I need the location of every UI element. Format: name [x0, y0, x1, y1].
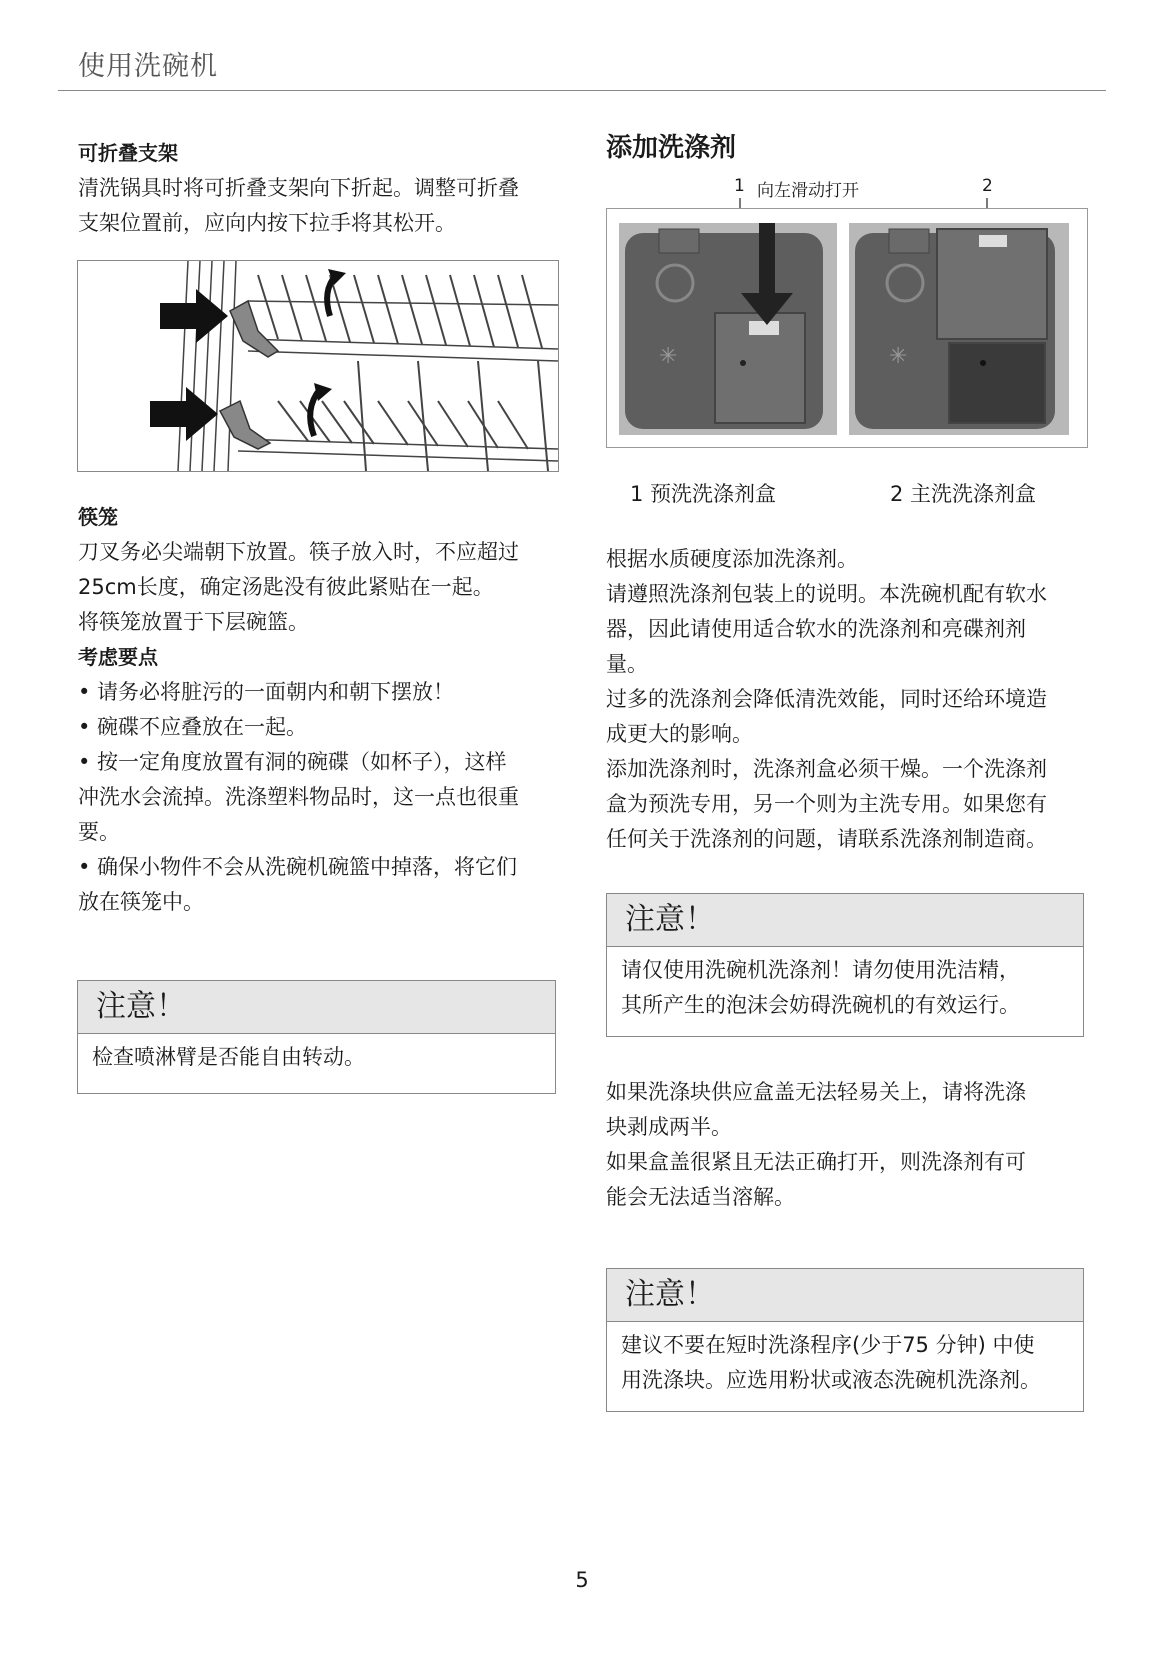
detergent-paragraph-2	[606, 1075, 1096, 1215]
right-note-2-line: 建议不要在短时洗涤程序(少于75 分钟) 中使	[621, 1333, 1035, 1357]
detergent-line: 根据水质硬度添加洗涤剂。	[606, 547, 858, 571]
dispenser-photo-frame	[606, 208, 1088, 448]
left-column-lower	[78, 500, 558, 920]
caption-prewash: 1 预洗洗涤剂盒	[630, 482, 777, 506]
basket-line: 刀叉务必尖端朝下放置。筷子放入时，不应超过	[78, 540, 519, 564]
dispenser-photo-closed	[619, 223, 837, 435]
considerations-line: 要。	[78, 820, 120, 844]
left-note-body	[78, 1034, 555, 1079]
basket-heading: 筷笼	[78, 505, 118, 529]
detergent-line: 能会无法适当溶解。	[606, 1185, 795, 1209]
page-number: 5	[575, 1568, 589, 1592]
folding-rack-line: 支架位置前，应向内按下拉手将其松开。	[78, 211, 456, 235]
considerations-line: 冲洗水会流掉。洗涤塑料物品时，这一点也很重	[78, 785, 519, 809]
left-note-line: 检查喷淋臂是否能自由转动。	[92, 1045, 365, 1069]
detergent-line: 量。	[606, 652, 648, 676]
left-note-box	[77, 980, 556, 1094]
callout-2-number: 2	[982, 176, 993, 196]
considerations-line: • 确保小物件不会从洗碗机碗篮中掉落，将它们	[78, 855, 518, 879]
detergent-line: 添加洗涤剂时，洗涤剂盒必须干燥。一个洗涤剂	[606, 757, 1047, 781]
caption-mainwash: 2 主洗洗涤剂盒	[890, 482, 1037, 506]
detergent-line: 请遵照洗涤剂包装上的说明。本洗碗机配有软水	[606, 582, 1047, 606]
folding-rack-heading: 可折叠支架	[78, 141, 178, 165]
detergent-paragraph-1	[606, 542, 1096, 857]
folding-rack-line: 清洗锅具时将可折叠支架向下折起。调整可折叠	[78, 176, 519, 200]
considerations-line: • 按一定角度放置有洞的碗碟（如杯子），这样	[78, 750, 507, 774]
detergent-heading: 添加洗涤剂	[606, 133, 737, 163]
right-note-2-title: 注意！	[607, 1269, 1083, 1322]
basket-line: 25cm长度，确定汤匙没有彼此紧贴在一起。	[78, 575, 494, 599]
detergent-line: 任何关于洗涤剂的问题，请联系洗涤剂制造商。	[606, 827, 1047, 851]
svg-text:✳: ✳	[889, 344, 908, 369]
considerations-line: 放在筷笼中。	[78, 890, 204, 914]
page-header-title: 使用洗碗机	[78, 51, 218, 82]
right-note-2-body	[607, 1322, 1083, 1402]
detergent-line: 成更大的影响。	[606, 722, 753, 746]
basket-line: 将筷笼放置于下层碗篮。	[78, 610, 309, 634]
considerations-heading: 考虑要点	[78, 645, 158, 669]
detergent-line: 器，因此请使用适合软水的洗涤剂和亮碟剂剂	[606, 617, 1026, 641]
right-note-box-1	[606, 893, 1084, 1037]
detergent-line: 块剥成两半。	[606, 1115, 732, 1139]
left-note-title: 注意！	[78, 981, 555, 1034]
right-note-1-line: 其所产生的泡沫会妨碍洗碗机的有效运行。	[621, 993, 1020, 1017]
callout-1-text: 向左滑动打开	[757, 181, 859, 201]
detergent-line: 过多的洗涤剂会降低清洗效能，同时还给环境造	[606, 687, 1047, 711]
right-note-box-2	[606, 1268, 1084, 1412]
right-note-1-title: 注意！	[607, 894, 1083, 947]
right-note-1-line: 请仅使用洗碗机洗涤剂！请勿使用洗洁精，	[621, 958, 1020, 982]
considerations-line: • 请务必将脏污的一面朝内和朝下摆放！	[78, 680, 455, 704]
svg-text:✳: ✳	[659, 344, 678, 369]
right-note-1-body	[607, 947, 1083, 1027]
detergent-line: 盒为预洗专用，另一个则为主洗专用。如果您有	[606, 792, 1047, 816]
considerations-line: • 碗碟不应叠放在一起。	[78, 715, 308, 739]
detergent-line: 如果洗涤块供应盒盖无法轻易关上，请将洗涤	[606, 1080, 1026, 1104]
right-note-2-line: 用洗涤块。应选用粉状或液态洗碗机洗涤剂。	[621, 1368, 1041, 1392]
detergent-line: 如果盒盖很紧且无法正确打开，则洗涤剂有可	[606, 1150, 1026, 1174]
callout-1-number: 1	[734, 176, 745, 196]
dispenser-photo-open	[849, 223, 1069, 435]
